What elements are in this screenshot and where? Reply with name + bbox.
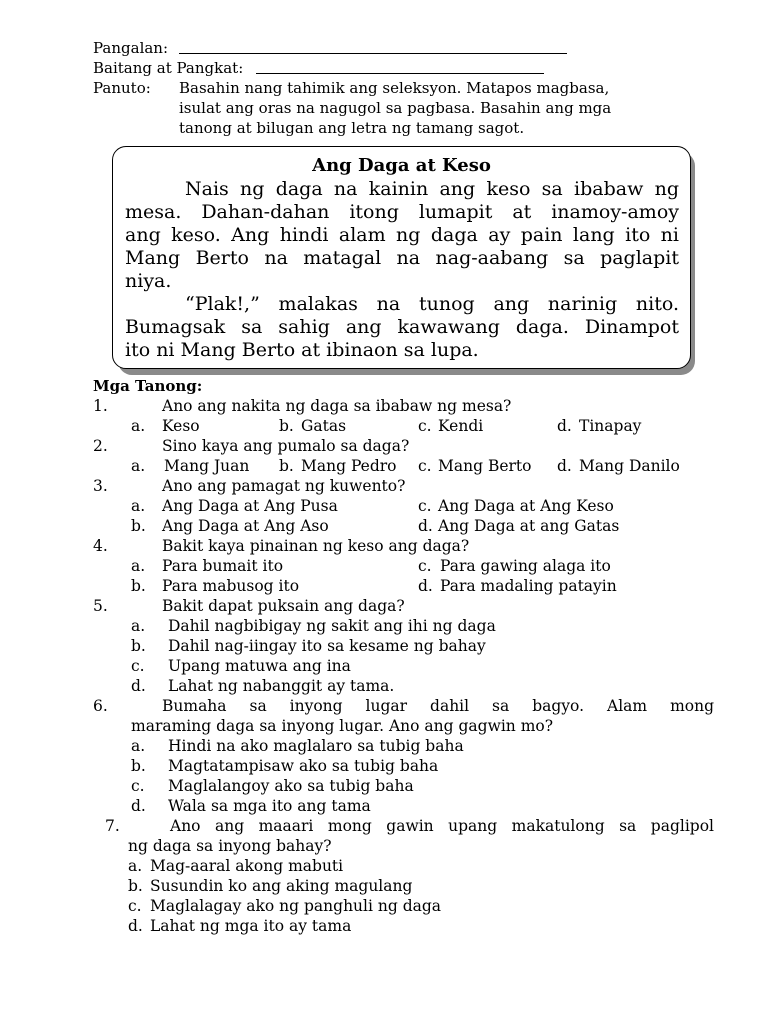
instructions-text (179, 78, 724, 138)
instructions-line: tanong at bilugan ang letra ng tamang sagot. (179, 119, 525, 137)
option-text[interactable]: Maglalangoy ako sa tubig baha (168, 777, 414, 795)
option-letter[interactable]: a. (131, 617, 146, 635)
option-text[interactable]: Dahil nag-iingay ito sa kesame ng bahay (168, 637, 486, 655)
question-text: Bumaha sa inyong lugar dahil sa bagyo. Alam mong (162, 697, 714, 715)
question-number: 4. (93, 537, 108, 555)
option-text[interactable]: Ang Daga at Ang Pusa (162, 497, 338, 515)
option-letter[interactable]: d. (131, 797, 146, 815)
option-letter[interactable]: a. (131, 417, 146, 435)
option-letter[interactable]: a. (131, 457, 146, 475)
story-line: Bumagsak sa sahig ang kawawang daga. Dinampot (125, 316, 679, 338)
question-number: 7. (105, 817, 120, 835)
question-text: Bakit kaya pinainan ng keso ang daga? (162, 537, 470, 555)
option-letter[interactable]: d. (418, 517, 433, 535)
option-text[interactable]: Dahil nagbibigay ng sakit ang ihi ng daga (168, 617, 496, 635)
option-text[interactable]: Ang Daga at ang Gatas (438, 517, 620, 535)
option-text[interactable]: Kendi (438, 417, 484, 435)
option-text[interactable]: Wala sa mga ito ang tama (168, 797, 371, 815)
option-letter[interactable]: c. (418, 457, 432, 475)
option-letter[interactable]: b. (279, 417, 294, 435)
option-letter[interactable]: a. (128, 857, 143, 875)
name-blank[interactable] (179, 39, 567, 54)
option-text[interactable]: Tinapay (579, 417, 642, 435)
option-text[interactable]: Ang Daga at Ang Aso (162, 517, 329, 535)
instructions-label: Panuto: (93, 79, 151, 97)
story-line: Nais ng daga na kainin ang keso sa ibabaw ng (185, 178, 679, 200)
option-text[interactable]: Maglalagay ako ng panghuli ng daga (150, 897, 442, 915)
question-number: 5. (93, 597, 108, 615)
option-letter[interactable]: a. (131, 737, 146, 755)
questions-heading: Mga Tanong: (93, 377, 203, 395)
story-box (112, 146, 691, 369)
option-letter[interactable]: b. (131, 757, 146, 775)
story-line: ito ni Mang Berto at ibinaon sa lupa. (125, 339, 479, 361)
question-number: 3. (93, 477, 108, 495)
option-text[interactable]: Lahat ng nabanggit ay tama. (168, 677, 395, 695)
option-letter[interactable]: c. (418, 557, 432, 575)
story-title: Ang Daga at Keso (312, 155, 491, 176)
option-letter[interactable]: c. (418, 497, 432, 515)
option-text[interactable]: Para bumait ito (162, 557, 284, 575)
option-text[interactable]: Keso (162, 417, 200, 435)
option-letter[interactable]: c. (131, 657, 145, 675)
option-letter[interactable]: d. (557, 417, 572, 435)
question-text: Ano ang nakita ng daga sa ibabaw ng mesa? (162, 397, 512, 415)
name-label: Pangalan: (93, 39, 169, 57)
option-letter[interactable]: d. (128, 917, 143, 935)
question-text: Sino kaya ang pumalo sa daga? (162, 437, 410, 455)
option-letter[interactable]: b. (131, 517, 146, 535)
option-text[interactable]: Para madaling patayin (440, 577, 617, 595)
option-letter[interactable]: c. (418, 417, 432, 435)
question-text: Ano ang pamagat ng kuwento? (162, 477, 406, 495)
option-text[interactable]: Upang matuwa ang ina (168, 657, 351, 675)
option-text[interactable]: Mang Danilo (579, 457, 680, 475)
option-text[interactable]: Para mabusog ito (162, 577, 300, 595)
question-number: 6. (93, 697, 108, 715)
grade-line (93, 58, 544, 78)
option-text[interactable]: Gatas (301, 417, 347, 435)
option-letter[interactable]: b. (279, 457, 294, 475)
option-letter[interactable]: b. (128, 877, 143, 895)
option-letter[interactable]: a. (131, 497, 146, 515)
question-number: 2. (93, 437, 108, 455)
option-letter[interactable]: d. (418, 577, 433, 595)
option-text[interactable]: Lahat ng mga ito ay tama (150, 917, 352, 935)
option-text[interactable]: Hindi na ako maglalaro sa tubig baha (168, 737, 464, 755)
question-text: ng daga sa inyong bahay? (128, 837, 332, 855)
option-text[interactable]: Para gawing alaga ito (440, 557, 611, 575)
question-number: 1. (93, 397, 108, 415)
option-text[interactable]: Magtatampisaw ako sa tubig baha (168, 757, 439, 775)
option-letter[interactable]: d. (557, 457, 572, 475)
grade-label: Baitang at Pangkat: (93, 59, 244, 77)
story-line: “Plak!,” malakas na tunog ang narinig nito. (185, 293, 679, 315)
option-text[interactable]: Mang Berto (438, 457, 532, 475)
story-line: Mang Berto na matagal na nag-aabang sa paglapit (125, 247, 679, 269)
question-text: Ano ang maaari mong gawin upang makatulong sa paglipol (170, 817, 714, 835)
option-text[interactable]: Mag-aaral akong mabuti (150, 857, 344, 875)
option-letter[interactable]: b. (131, 577, 146, 595)
option-text[interactable]: Mang Pedro (301, 457, 397, 475)
story-text (125, 178, 679, 362)
name-line (93, 38, 567, 58)
option-letter[interactable]: c. (128, 897, 142, 915)
story-line: mesa. Dahan-dahan itong lumapit at inamoy-amoy (125, 201, 679, 223)
question-text: maraming daga sa inyong lugar. Ano ang gagwin mo? (131, 717, 554, 735)
option-letter[interactable]: a. (131, 557, 146, 575)
option-text[interactable]: Susundin ko ang aking magulang (150, 877, 413, 895)
option-letter[interactable]: b. (131, 637, 146, 655)
option-text[interactable]: Ang Daga at Ang Keso (438, 497, 614, 515)
story-line: ang keso. Ang hindi alam ng daga ay pain lang ito ni (125, 224, 679, 246)
story-line: niya. (125, 270, 172, 292)
grade-blank[interactable] (256, 59, 544, 74)
instructions-line: Basahin nang tahimik ang seleksyon. Matapos magbasa, (179, 79, 610, 97)
instructions-line: isulat ang oras na nagugol sa pagbasa. Basahin ang mga (179, 99, 612, 117)
option-text[interactable]: Mang Juan (164, 457, 250, 475)
option-letter[interactable]: d. (131, 677, 146, 695)
option-letter[interactable]: c. (131, 777, 145, 795)
question-text: Bakit dapat puksain ang daga? (162, 597, 405, 615)
